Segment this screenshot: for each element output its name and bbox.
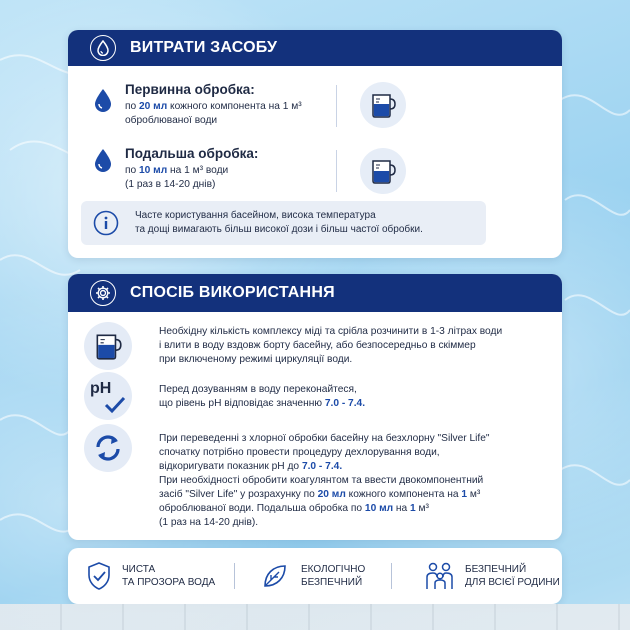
feature-label: БЕЗПЕЧНИЙ [301, 577, 363, 588]
ph-label: pH [90, 380, 112, 397]
drop-icon [93, 88, 113, 112]
info-note-text: Часте користування басейном, висока температура та дощі вимагають більш високої дози і більш частої обробки. [135, 210, 423, 235]
pool-edge-tiles [0, 604, 630, 630]
step2-text: Перед дозуванням в воду переконайтеся, що рівень pH відповідає значенню 7.0 - 7.4. [159, 384, 366, 409]
primary-treatment [93, 82, 302, 128]
primary-title: Первинна обробка: [125, 82, 255, 97]
feature-family-safe [423, 548, 560, 604]
gear-icon [90, 280, 116, 306]
method-card-title: СПОСІБ ВИКОРИСТАННЯ [130, 284, 335, 301]
method-card [68, 274, 562, 540]
measuring-cup-icon [84, 322, 132, 370]
feature-label: ЧИСТА [122, 564, 156, 575]
divider [336, 150, 337, 192]
drop-icon [90, 35, 116, 61]
feature-label: ЕКОЛОГІЧНО [301, 564, 366, 575]
measuring-cup-icon [360, 148, 406, 194]
subsequent-text: по 10 мл на 1 м³ води (1 раз в 14-20 днів) [125, 165, 229, 190]
feature-label: ТА ПРОЗОРА ВОДА [122, 577, 216, 588]
primary-text: по 20 мл кожного компонента на 1 м³ оброблюваної води [125, 101, 302, 126]
method-card-header [68, 274, 562, 312]
feature-label: ДЛЯ ВСІЄЇ РОДИНИ [465, 577, 560, 588]
subsequent-treatment [93, 146, 258, 192]
leaf-icon [261, 562, 289, 590]
usage-card-header [68, 30, 562, 66]
subsequent-title: Подальша обробка: [125, 146, 259, 161]
info-icon [93, 210, 119, 236]
step1-text: Необхідну кількість комплексу міді та срібла розчинити в 1-3 літрах води і влити в воду вздовж борту басейну, або безпосередньо в скіммер при включеному режимі циркуляції води. [159, 326, 503, 365]
step3-text: При переведенні з хлорної обробки басейну на безхлорну "Silver Life" спочатку потрібно провести процедуру дехлорування води, відкоригувати показник pH до 7.0 - 7.4. При необхідності обробити коагулянтом та ввести двокомпонентний засіб "Silver Life" у розрахунку по 20 мл кожного компонента на 1 м³ оброблюваної води. Подальша обробка по 10 мл на 1 м³ (1 раз на 14-20 днів). [159, 433, 490, 528]
feature-label: БЕЗПЕЧНИЙ [465, 564, 527, 575]
divider [234, 563, 235, 589]
measuring-cup-icon [360, 82, 406, 128]
refresh-cycle-icon [84, 424, 132, 472]
features-bar [68, 548, 562, 604]
family-icon [423, 561, 457, 591]
drop-icon [93, 148, 113, 172]
info-note [81, 201, 486, 245]
usage-card [68, 30, 562, 258]
shield-check-icon [86, 561, 112, 591]
feature-eco [261, 548, 365, 604]
usage-card-title: ВИТРАТИ ЗАСОБУ [130, 39, 278, 56]
divider [336, 85, 337, 127]
feature-clean-water [86, 548, 215, 604]
divider [391, 563, 392, 589]
ph-check-icon [84, 372, 132, 420]
